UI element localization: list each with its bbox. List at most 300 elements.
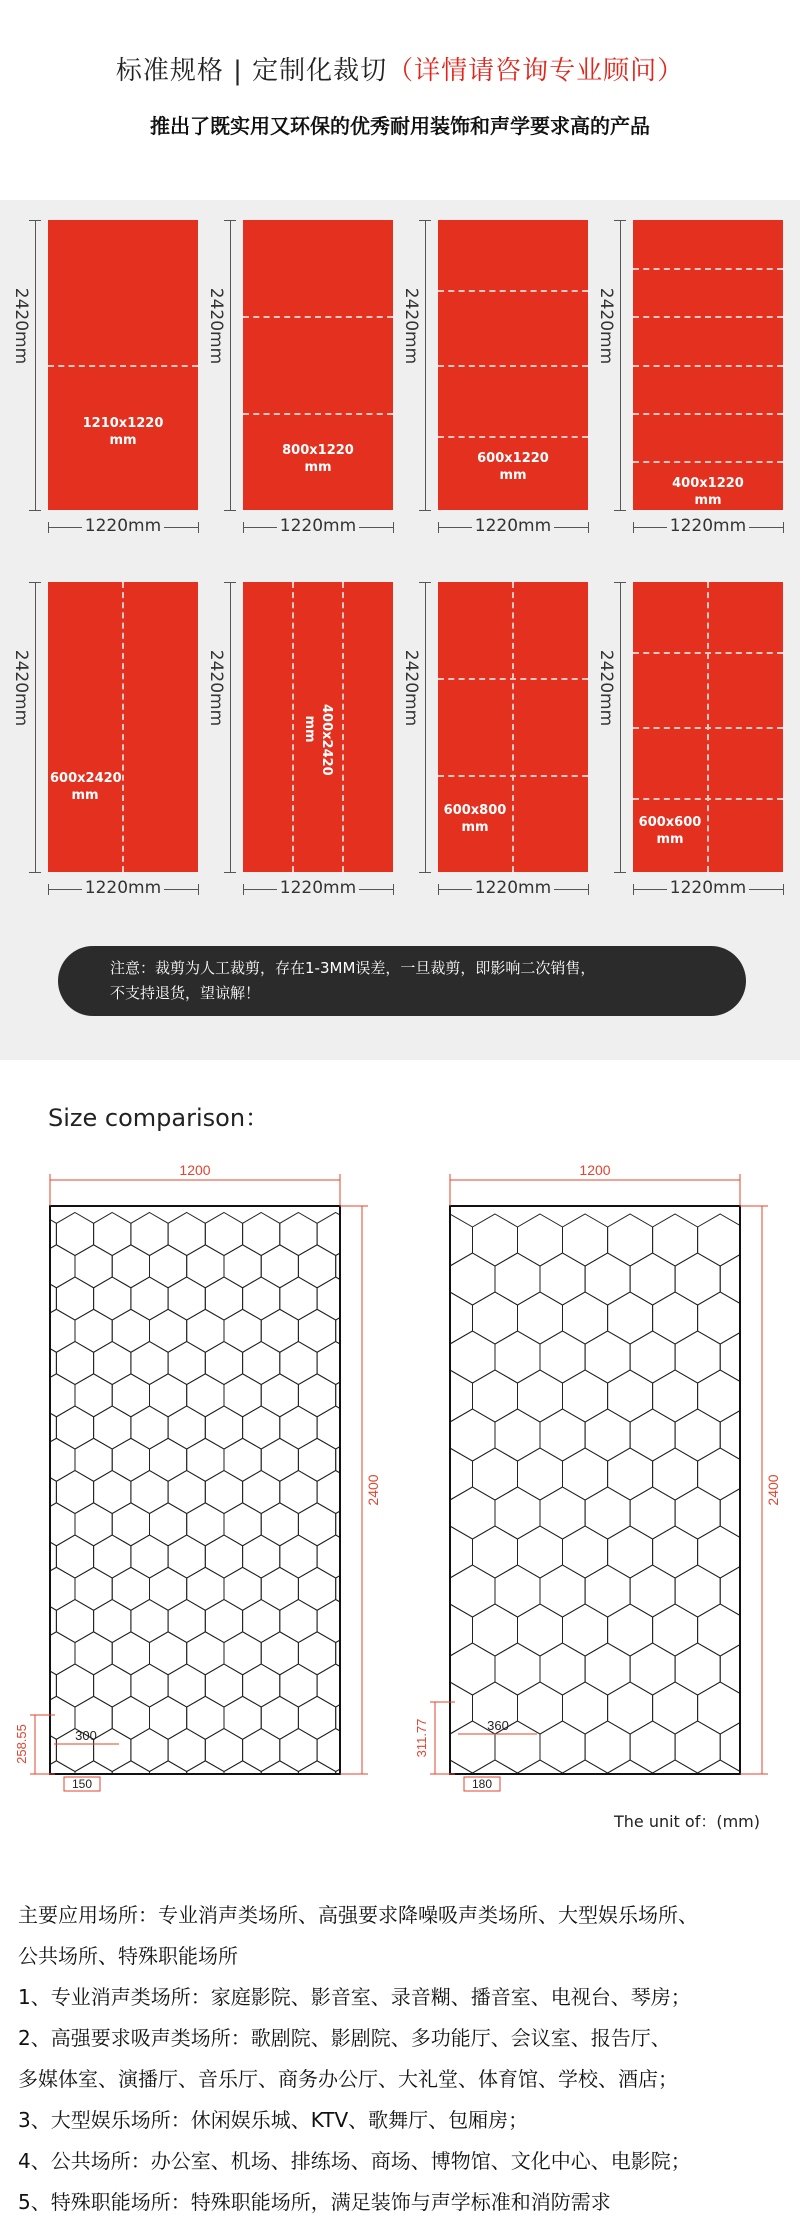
hexagon-cell: [280, 1213, 317, 1256]
hexagon-cell: [518, 1526, 563, 1578]
hexagon-cell: [205, 1213, 242, 1256]
hexagon-cell: [698, 1370, 743, 1422]
hexagon-cell: [168, 1600, 205, 1643]
hexagon-cell: [698, 1682, 743, 1734]
hexagon-cell: [261, 1503, 298, 1546]
hexagon-cell: [720, 1721, 765, 1773]
spec-panel-600x800: [398, 562, 588, 902]
size-comparison-title: Size comparison：: [48, 1104, 270, 1132]
application-line: 公共场所、特殊职能场所: [18, 1944, 238, 1968]
hexagon-cell: [75, 1245, 112, 1288]
hexagon-cell: [720, 1487, 765, 1539]
header: [0, 0, 800, 200]
hex-width-label: 360: [487, 1718, 509, 1733]
hexagon-cell: [698, 1214, 743, 1266]
application-line: 2、高强要求吸声类场所：歌剧院、影剧院、多功能厅、会议室、报告厅、: [18, 2026, 671, 2050]
hexagon-cell: [38, 1696, 75, 1739]
spec-panel-400x1220: [593, 200, 783, 540]
hexagon-cell: [473, 1526, 518, 1578]
hexagon-cell: [131, 1471, 168, 1514]
hexagon-cell: [243, 1342, 280, 1385]
hexagon-cell: [298, 1503, 335, 1546]
hexagon-cell: [473, 1604, 518, 1656]
piece-label: 400x1220 mm: [672, 476, 744, 508]
hexagon-cell: [131, 1277, 168, 1320]
hexagon-cell: [765, 1409, 800, 1461]
hexagon-cell: [205, 1342, 242, 1385]
hexagon-cell: [150, 1761, 187, 1800]
hex-side-label: 180: [471, 1777, 493, 1791]
hexagon-cell: [743, 1214, 788, 1266]
hexagon-cell: [168, 1213, 205, 1256]
hexagon-cell: [317, 1729, 354, 1772]
hexagon-cell: [168, 1535, 205, 1578]
spec-panel-400x2420: [203, 562, 393, 902]
hexagon-grid: [428, 1214, 800, 1800]
hexagon-cell: [540, 1331, 585, 1383]
height-label: 2400: [365, 1474, 381, 1506]
hexagon-cell: [112, 1632, 149, 1675]
hexagon-cell: [317, 1406, 354, 1449]
height-dimension: 2420mm: [400, 220, 430, 510]
hexagon-cell: [168, 1471, 205, 1514]
piece-label: 1210x1220 mm: [82, 416, 164, 448]
height-dimension: 2420mm: [400, 582, 430, 872]
width-dimension: 1220mm: [438, 516, 588, 538]
hexagon-cell: [187, 1374, 224, 1417]
piece-label: 400x2420 mm: [302, 704, 334, 776]
hexagon-cell: [720, 1643, 765, 1695]
red-panel: [633, 220, 783, 510]
hexagon-cell: [280, 1600, 317, 1643]
hexagon-cell: [205, 1406, 242, 1449]
hexagon-cell: [450, 1409, 495, 1461]
hexagon-cell: [280, 1471, 317, 1514]
hexagon-cell: [94, 1342, 131, 1385]
hexagon-cell: [75, 1438, 112, 1481]
red-panel: [48, 220, 198, 510]
hexagon-cell: [38, 1245, 75, 1288]
hexagon-cell: [243, 1664, 280, 1707]
red-panel: [633, 582, 783, 872]
hexagon-cell: [205, 1600, 242, 1643]
hexagon-cell: [56, 1664, 93, 1707]
hexagon-cell: [720, 1253, 765, 1305]
width-dimension: [450, 1174, 740, 1206]
hexagon-cell: [298, 1761, 335, 1800]
hexagon-cell: [720, 1565, 765, 1617]
hexagon-cell: [261, 1696, 298, 1739]
hexagon-cell: [563, 1292, 608, 1344]
hexagon-cell: [94, 1729, 131, 1772]
hexagon-cell: [608, 1682, 653, 1734]
hexagon-cell: [150, 1567, 187, 1610]
hexagon-cell: [75, 1503, 112, 1546]
hexagon-cell: [280, 1729, 317, 1772]
hexagon-cell: [563, 1448, 608, 1500]
spec-panel-1210x1220: [8, 200, 198, 540]
hexagon-cell: [585, 1565, 630, 1617]
width-dimension: 1220mm: [243, 516, 393, 538]
hexagon-cell: [630, 1487, 675, 1539]
hexagon-cell: [94, 1471, 131, 1514]
width-label: 1200: [179, 1162, 211, 1178]
hexagon-cell: [205, 1277, 242, 1320]
hexagon-cell: [224, 1567, 261, 1610]
hexagon-cell: [630, 1409, 675, 1461]
hexagon-cell: [298, 1567, 335, 1610]
hexagon-cell: [224, 1374, 261, 1417]
hexagon-cell: [518, 1760, 563, 1800]
hexagon-cell: [261, 1374, 298, 1417]
hexagon-cell: [317, 1664, 354, 1707]
hexagon-cell: [94, 1277, 131, 1320]
hexagon-cell: [205, 1535, 242, 1578]
spec-panel-600x2420: [8, 562, 198, 902]
hexagon-cell: [585, 1409, 630, 1461]
height-dimension: 2420mm: [595, 582, 625, 872]
hexagon-cell: [317, 1342, 354, 1385]
hexagon-cell: [298, 1632, 335, 1675]
hexagon-cell: [94, 1600, 131, 1643]
hexagon-cell: [630, 1331, 675, 1383]
hexagon-cell: [473, 1370, 518, 1422]
hexagon-cell: [261, 1632, 298, 1675]
hexagon-cell: [261, 1438, 298, 1481]
hexagon-cell: [563, 1682, 608, 1734]
hexagon-cell: [205, 1664, 242, 1707]
hexagon-cell: [630, 1565, 675, 1617]
hexagon-cell: [298, 1309, 335, 1352]
hexagon-cell: [94, 1213, 131, 1256]
hexagon-cell: [720, 1331, 765, 1383]
hexagon-cell: [698, 1760, 743, 1800]
piece-label: 600x600 mm: [638, 815, 702, 847]
hexagon-cell: [168, 1664, 205, 1707]
hexagon-cell: [298, 1696, 335, 1739]
hexagon-cell: [675, 1487, 720, 1539]
hexagon-cell: [563, 1370, 608, 1422]
hexagon-cell: [187, 1309, 224, 1352]
hexagon-cell: [675, 1721, 720, 1773]
hexagon-cell: [243, 1213, 280, 1256]
height-dimension: 2420mm: [205, 582, 235, 872]
hexagon-cell: [56, 1277, 93, 1320]
hexagon-cell: [336, 1245, 373, 1288]
hexagon-cell: [261, 1245, 298, 1288]
height-dimension: [740, 1206, 768, 1774]
title-main: 标准规格 | 定制化裁切: [115, 56, 388, 86]
hexagon-cell: [540, 1721, 585, 1773]
hexagon-cell: [540, 1487, 585, 1539]
hexagon-cell: [56, 1471, 93, 1514]
hexagon-cell: [518, 1448, 563, 1500]
hexagon-cell: [608, 1292, 653, 1344]
hexagon-cell: [112, 1374, 149, 1417]
hexagon-cell: [720, 1409, 765, 1461]
hexagon-cell: [653, 1292, 698, 1344]
red-panel: [243, 220, 393, 510]
hexagon-cell: [168, 1729, 205, 1772]
width-dimension: 1220mm: [633, 516, 783, 538]
page-title: [0, 50, 800, 87]
hexagon-cell: [243, 1600, 280, 1643]
hexagon-cell: [630, 1253, 675, 1305]
height-dimension: [340, 1206, 368, 1774]
hexagon-cell: [540, 1565, 585, 1617]
hexagon-cell: [38, 1309, 75, 1352]
width-dimension: 1220mm: [243, 878, 393, 900]
application-line: 多媒体室、演播厅、音乐厅、商务办公厅、大礼堂、体育馆、学校、酒店；: [18, 2067, 678, 2091]
hexagon-cell: [653, 1214, 698, 1266]
hexagon-cell: [298, 1438, 335, 1481]
hexagon-cell: [653, 1448, 698, 1500]
hexagon-cell: [495, 1253, 540, 1305]
notice-line-1: 注意：裁剪为人工裁剪，存在1-3MM误差，一旦裁剪，即影响二次销售，: [110, 959, 596, 977]
hexagon-cell: [585, 1721, 630, 1773]
hexagon-cell: [317, 1213, 354, 1256]
hexagon-cell: [336, 1374, 373, 1417]
hexagon-cell: [743, 1370, 788, 1422]
width-dimension: 1220mm: [48, 878, 198, 900]
hexagon-cell: [150, 1245, 187, 1288]
width-dimension: 1220mm: [633, 878, 783, 900]
hexagon-cell: [540, 1409, 585, 1461]
hexagon-cell: [563, 1604, 608, 1656]
spec-panel-600x1220: [398, 200, 588, 540]
hexagon-cell: [698, 1604, 743, 1656]
hexagon-cell: [653, 1370, 698, 1422]
hexagon-cell: [653, 1682, 698, 1734]
application-line: 3、大型娱乐场所：休闲娱乐城、KTV、歌舞厅、包厢房；: [18, 2108, 529, 2132]
hexagon-cell: [187, 1438, 224, 1481]
hexagon-cell: [187, 1567, 224, 1610]
hexagon-cell: [698, 1448, 743, 1500]
hexagon-cell: [38, 1761, 75, 1800]
width-dimension: [50, 1174, 340, 1206]
hexagon-cell: [56, 1406, 93, 1449]
hexagon-cell: [112, 1438, 149, 1481]
hexagon-cell: [563, 1526, 608, 1578]
application-line: 主要应用场所：专业消声类场所、高强要求降噪吸声类场所、大型娱乐场所、: [18, 1903, 698, 1927]
hexagon-cell: [317, 1277, 354, 1320]
hexagon-cell: [585, 1331, 630, 1383]
hexagon-cell: [540, 1643, 585, 1695]
hexagon-cell: [630, 1721, 675, 1773]
piece-label: 600x2420 mm: [50, 771, 122, 803]
hexagon-cell: [224, 1632, 261, 1675]
hexagon-cell: [131, 1729, 168, 1772]
hex-side-label: 150: [71, 1777, 93, 1791]
hexagon-cell: [150, 1696, 187, 1739]
hexagon-cell: [112, 1696, 149, 1739]
hexagon-cell: [336, 1761, 373, 1800]
hexagon-cell: [608, 1604, 653, 1656]
hexagon-cell: [38, 1632, 75, 1675]
hexagon-cell: [243, 1535, 280, 1578]
hexagon-cell: [38, 1503, 75, 1546]
hexagon-cell: [450, 1331, 495, 1383]
hexagon-cell: [518, 1682, 563, 1734]
hexagon-cell: [280, 1342, 317, 1385]
hexagon-cell: [675, 1253, 720, 1305]
hexagon-cell: [150, 1309, 187, 1352]
hexagon-cell: [187, 1761, 224, 1800]
hexagon-cell: [131, 1406, 168, 1449]
hexagon-cell: [224, 1761, 261, 1800]
hexagon-cell: [675, 1565, 720, 1617]
height-dimension: 2420mm: [10, 582, 40, 872]
red-panel: [48, 582, 198, 872]
hexagon-cell: [75, 1567, 112, 1610]
hexagon-cell: [261, 1309, 298, 1352]
hexagon-cell: [765, 1721, 800, 1773]
hexagon-cell: [56, 1600, 93, 1643]
hexagon-cell: [168, 1406, 205, 1449]
application-list: [18, 1895, 788, 2223]
piece-label: 800x1220 mm: [282, 443, 354, 475]
width-dimension: 1220mm: [438, 878, 588, 900]
hexagon-cell: [518, 1214, 563, 1266]
hexagon-cell: [131, 1535, 168, 1578]
hexagon-cell: [224, 1438, 261, 1481]
hexagon-cell: [187, 1696, 224, 1739]
page-subtitle: 推出了既实用又环保的优秀耐用装饰和声学要求高的产品: [150, 114, 650, 138]
hexagon-cell: [563, 1760, 608, 1800]
hexagon-cell: [261, 1761, 298, 1800]
application-line: 1、专业消声类场所：家庭影院、影音室、录音糊、播音室、电视台、琴房；: [18, 1985, 691, 2009]
red-panel: [438, 220, 588, 510]
hexagon-diagram-300: [0, 1150, 400, 1800]
hexagon-cell: [653, 1760, 698, 1800]
width-label: 1200: [579, 1162, 611, 1178]
hexagon-cell: [336, 1567, 373, 1610]
hexagon-cell: [743, 1760, 788, 1800]
hexagon-cell: [243, 1471, 280, 1514]
hexagon-cell: [675, 1643, 720, 1695]
red-panel: [243, 582, 393, 872]
hexagon-cell: [336, 1696, 373, 1739]
hexagon-cell: [698, 1526, 743, 1578]
hex-height-label: 258.55: [14, 1724, 29, 1764]
hexagon-cell: [450, 1487, 495, 1539]
hexagon-cell: [205, 1729, 242, 1772]
hexagon-cell: [187, 1503, 224, 1546]
red-panel: [438, 582, 588, 872]
hexagon-cell: [585, 1643, 630, 1695]
spec-panel-600x600: [593, 562, 783, 902]
height-dimension: 2420mm: [205, 220, 235, 510]
hexagon-cell: [56, 1535, 93, 1578]
hexagon-cell: [243, 1729, 280, 1772]
hexagon-cell: [280, 1535, 317, 1578]
hexagon-cell: [168, 1342, 205, 1385]
height-dimension: 2420mm: [10, 220, 40, 510]
hexagon-cell: [317, 1535, 354, 1578]
hexagon-cell: [131, 1600, 168, 1643]
hexagon-cell: [336, 1503, 373, 1546]
hexagon-cell: [608, 1214, 653, 1266]
hexagon-cell: [56, 1213, 93, 1256]
hexagon-diagram-360: [400, 1150, 800, 1800]
hexagon-grid: [19, 1213, 373, 1801]
hexagon-cell: [743, 1292, 788, 1344]
hexagon-cell: [243, 1277, 280, 1320]
width-dimension: 1220mm: [48, 516, 198, 538]
hexagon-cell: [653, 1604, 698, 1656]
hexagon-cell: [675, 1331, 720, 1383]
hexagon-cell: [56, 1342, 93, 1385]
hexagon-cell: [585, 1253, 630, 1305]
hex-width-label: 300: [75, 1728, 97, 1743]
hexagon-cell: [608, 1760, 653, 1800]
hexagon-cell: [450, 1253, 495, 1305]
hexagon-cell: [150, 1374, 187, 1417]
application-line: 4、公共场所：办公室、机场、排练场、商场、博物馆、文化中心、电影院；: [18, 2149, 691, 2173]
hexagon-cell: [112, 1567, 149, 1610]
hexagon-cell: [698, 1292, 743, 1344]
hexagon-cell: [224, 1503, 261, 1546]
hexagon-cell: [75, 1309, 112, 1352]
hexagon-cell: [630, 1643, 675, 1695]
hexagon-cell: [224, 1309, 261, 1352]
hexagon-cell: [94, 1535, 131, 1578]
hexagon-cell: [150, 1438, 187, 1481]
hexagon-cell: [38, 1567, 75, 1610]
spec-section: [0, 200, 800, 1060]
hexagon-cell: [317, 1471, 354, 1514]
hexagon-cell: [224, 1696, 261, 1739]
hexagon-cell: [261, 1567, 298, 1610]
hexagon-cell: [608, 1448, 653, 1500]
hexagon-cell: [473, 1292, 518, 1344]
hexagon-cell: [563, 1214, 608, 1266]
application-line: 5、特殊职能场所：特殊职能场所，满足装饰与声学标准和消防需求: [18, 2190, 611, 2214]
hexagon-cell: [187, 1632, 224, 1675]
hexagon-cell: [743, 1604, 788, 1656]
hexagon-cell: [765, 1643, 800, 1695]
hexagon-cell: [131, 1213, 168, 1256]
piece-label: 600x800 mm: [443, 803, 507, 835]
hexagon-cell: [94, 1664, 131, 1707]
hexagon-cell: [518, 1292, 563, 1344]
hexagon-cell: [675, 1409, 720, 1461]
hexagon-cell: [94, 1406, 131, 1449]
hexagon-cell: [495, 1643, 540, 1695]
hexagon-cell: [518, 1370, 563, 1422]
hexagon-cell: [765, 1331, 800, 1383]
hexagon-cell: [495, 1331, 540, 1383]
hexagon-cell: [168, 1277, 205, 1320]
hexagon-cell: [336, 1309, 373, 1352]
hexagon-cell: [473, 1214, 518, 1266]
hexagon-cell: [38, 1374, 75, 1417]
notice-line-2: 不支持退货，望谅解！: [110, 984, 261, 1002]
hexagon-cell: [298, 1245, 335, 1288]
hexagon-cell: [765, 1565, 800, 1617]
hexagon-cell: [608, 1526, 653, 1578]
hexagon-cell: [495, 1409, 540, 1461]
hexagon-cell: [317, 1600, 354, 1643]
hexagon-cell: [205, 1471, 242, 1514]
hexagon-cell: [131, 1342, 168, 1385]
hexagon-cell: [112, 1245, 149, 1288]
hexagon-cell: [112, 1503, 149, 1546]
hexagon-cell: [765, 1253, 800, 1305]
hexagon-cell: [298, 1374, 335, 1417]
title-note: （详情请咨询专业顾问）: [387, 56, 685, 86]
hexagon-cell: [150, 1503, 187, 1546]
